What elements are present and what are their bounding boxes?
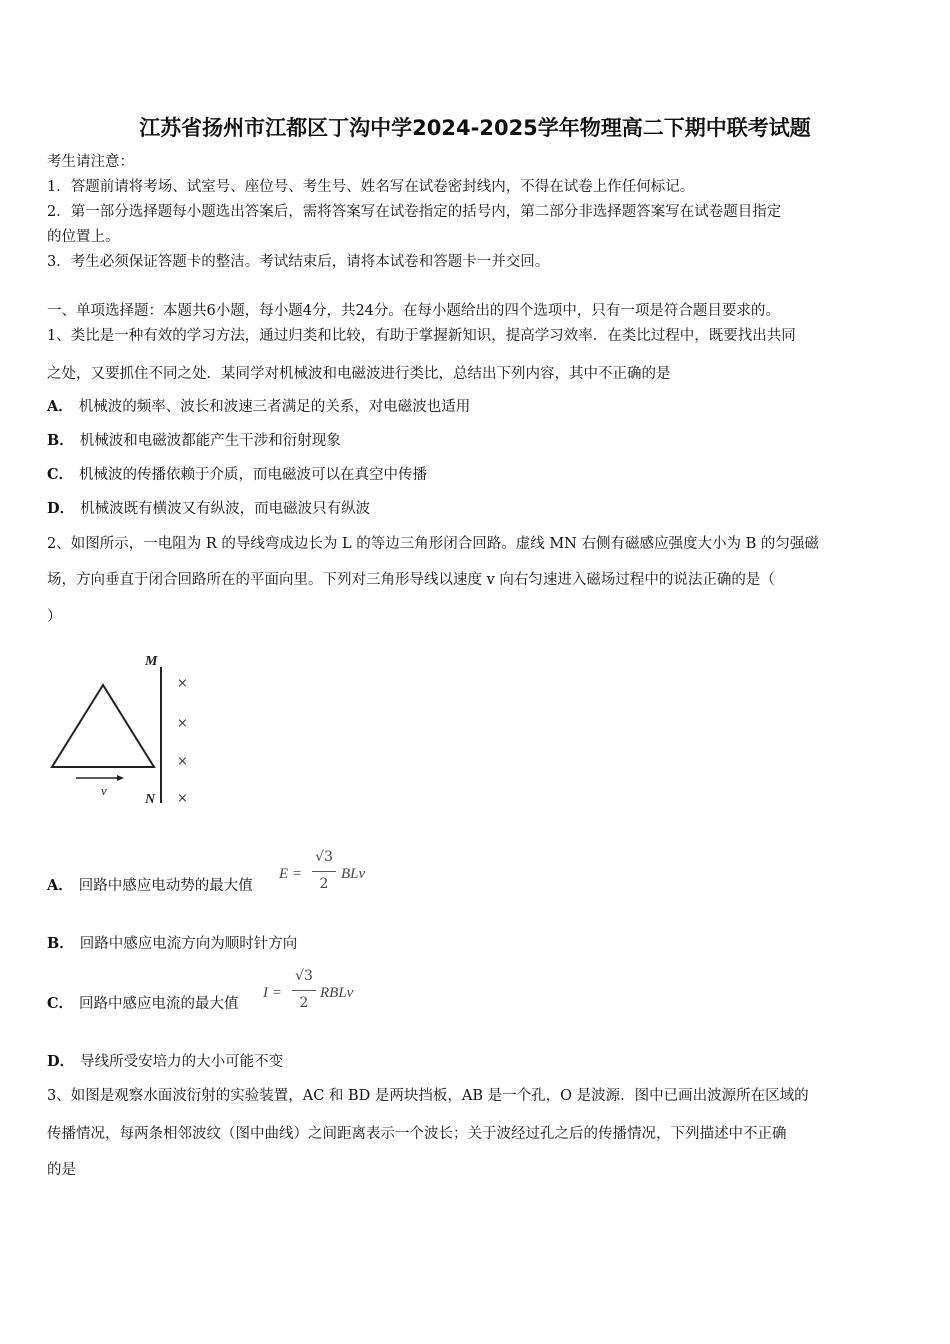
option-letter: B． [47,935,74,952]
triangle-loop [52,685,154,767]
option-text: 机械波的频率、波长和波速三者满足的关系，对电磁波也适用 [78,399,471,415]
formula-emf-rhs: BLv [341,866,366,882]
q2-option-c [47,994,907,1014]
label-v: v [101,783,107,798]
velocity-arrow-head [117,775,124,781]
formula-current-denominator: 2 [299,995,309,1011]
label-m: M [145,654,158,669]
q1-option-a [47,397,907,417]
option-text: 机械波既有横波又有纵波，而电磁波只有纵波 [80,501,371,517]
exam-title: 江苏省扬州市江都区丁沟中学2024-2025学年物理高二下期中联考试题 [139,116,811,140]
label-n: N [145,792,156,807]
option-text: 回路中感应电流方向为顺时针方向 [79,936,298,952]
notice-heading: 考生请注意： [47,154,134,170]
option-text: 机械波和电磁波都能产生干涉和衍射现象 [79,433,341,449]
q1-option-c [47,465,907,485]
option-letter: C． [47,995,74,1012]
q3-stem-line1: 3、如图是观察水面波衍射的实验装置，AC 和 BD 是两块挡板，AB 是一个孔，O 是波源．图中已画出波源所在区域的 [47,1088,809,1104]
q3-stem-line2: 传播情况，每两条相邻波纹（图中曲线）之间距离表示一个波长；关于波经过孔之后的传播情况，下列描述中不正确 [47,1126,787,1142]
option-letter: C． [47,466,74,483]
q2-option-b [47,934,907,954]
option-letter: D． [47,1053,75,1070]
notice-item-2-cont: 的位置上。 [47,229,120,245]
formula-emf-numerator: √3 [315,849,333,865]
q2-stem-line2: 场，方向垂直于闭合回路所在的平面向里。下列对三角形导线以速度 v 向右匀速进入磁场过程中的说法正确的是（ [47,572,775,588]
formula-current-lhs: I = [263,985,282,1001]
q2-option-d [47,1052,907,1072]
notice-item-3: 3．考生必须保证答题卡的整洁。考试结束后，请将本试卷和答题卡一并交回。 [47,254,550,270]
q1-stem-line2: 之处，又要抓住不同之处．某同学对机械波和电磁波进行类比，总结出下列内容，其中不正确的是 [47,366,671,382]
option-text: 回路中感应电动势的最大值 [78,878,253,894]
notice-item-1: 1．答题前请将考场、试室号、座位号、考生号、姓名写在试卷密封线内，不得在试卷上作任何标记。 [47,179,695,195]
field-cross: × [177,716,188,731]
option-text: 机械波的传播依赖于介质，而电磁波可以在真空中传播 [79,467,428,483]
q1-option-d [47,499,907,519]
formula-emf-fraction-bar [312,871,336,872]
option-letter: A． [47,398,73,415]
formula-current-rhs: RBLv [320,985,354,1001]
section-heading: 一、单项选择题：本题共6小题，每小题4分，共24分。在每小题给出的四个选项中，只有一项是符合题目要求的。 [47,303,780,319]
field-cross: × [177,791,188,806]
formula-emf-lhs: E = [279,866,303,882]
q2-stem-line1: 2、如图所示，一电阻为 R 的导线弯成边长为 L 的等边三角形闭合回路。虚线 MN 右侧有磁感应强度大小为 B 的匀强磁 [47,536,819,552]
field-cross: × [177,676,188,691]
q3-stem-line3: 的是 [47,1162,76,1178]
formula-current-numerator: √3 [295,968,313,984]
q1-option-b [47,431,907,451]
formula-emf-denominator: 2 [319,876,329,892]
option-letter: B． [47,432,74,449]
option-text: 导线所受安培力的大小可能不变 [80,1054,284,1070]
notice-item-2: 2．第一部分选择题每小题选出答案后，需将答案写在试卷指定的括号内，第二部分非选择题答案写在试卷题目指定 [47,204,782,220]
option-letter: A． [47,877,73,894]
option-letter: D． [47,500,75,517]
triangle-field-diagram [44,645,204,815]
formula-current-fraction-bar [292,990,316,991]
q2-stem-line3: ） [47,609,62,625]
field-cross: × [177,754,188,769]
option-text: 回路中感应电流的最大值 [79,996,239,1012]
q2-option-a [47,876,907,896]
q1-stem-line1: 1、类比是一种有效的学习方法，通过归类和比较，有助于掌握新知识，提高学习效率．在类比过程中，既要找出共同 [47,328,796,344]
